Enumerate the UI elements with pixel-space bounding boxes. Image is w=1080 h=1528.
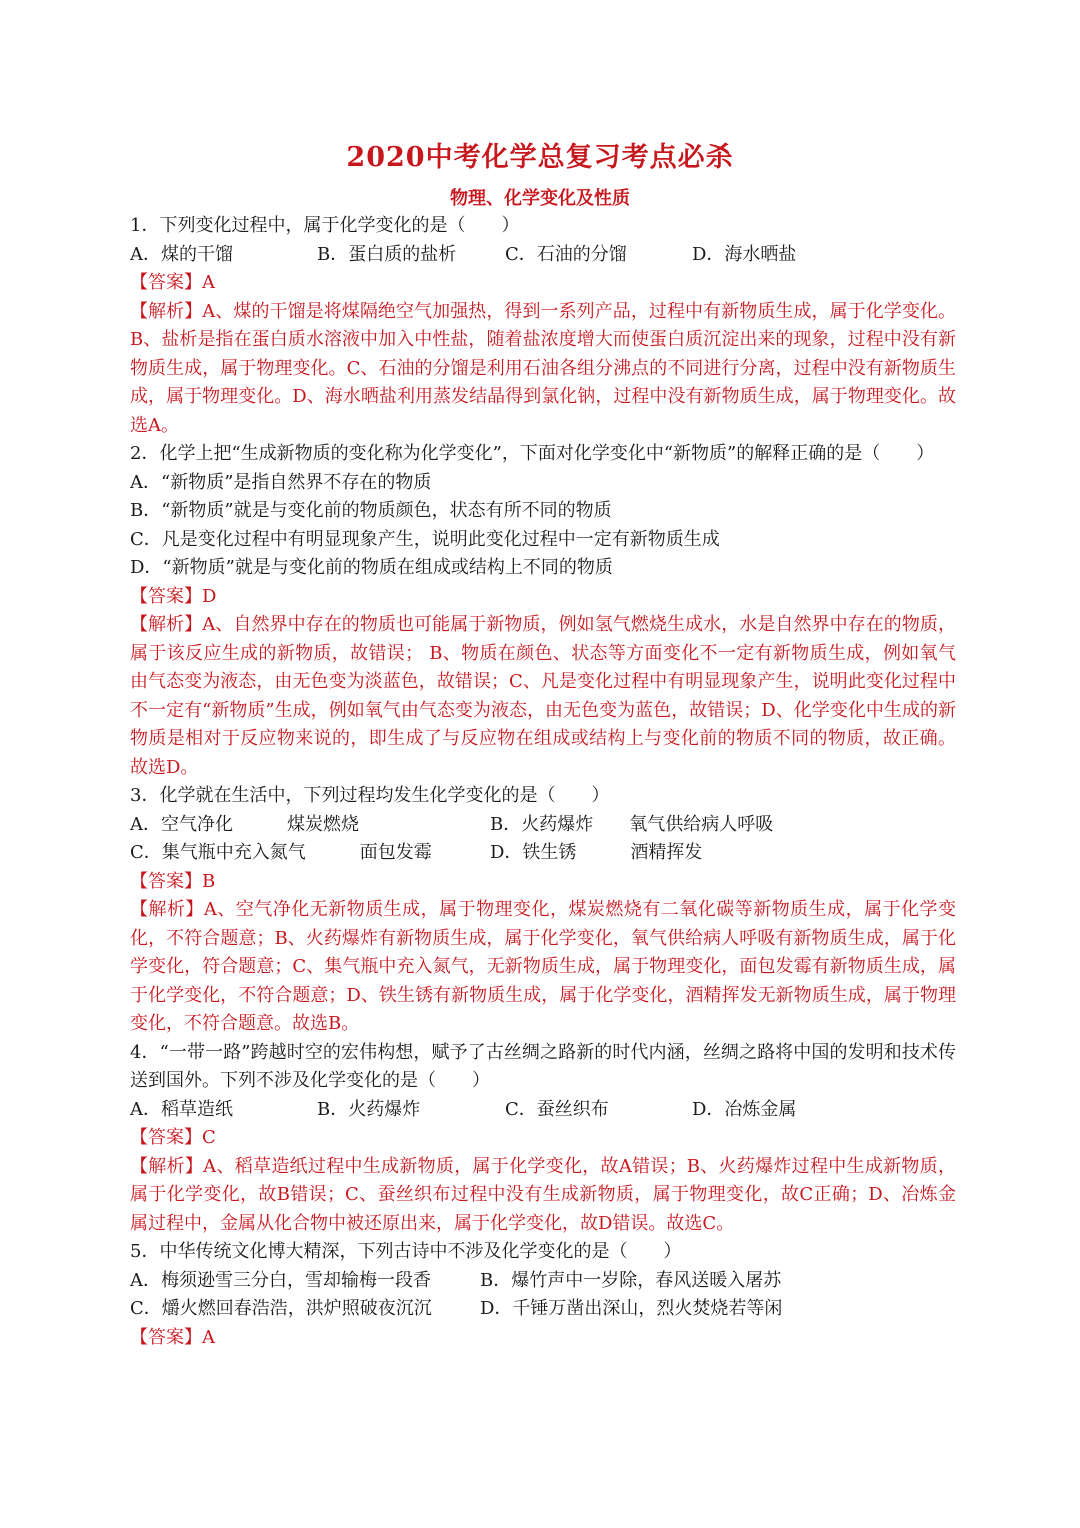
question-2-stem: 2．化学上把“生成新物质的变化称为化学变化”，下面对化学变化中“新物质”的解释正确的是（ ） <box>130 443 935 464</box>
question-4-options <box>130 1096 956 1125</box>
question-1-option-c: C．石油的分馏 <box>505 243 627 265</box>
question-2-option-a: A．“新物质”是指自然界不存在的物质 <box>130 471 432 493</box>
question-4-option-a: A．稻草造纸 <box>130 1098 233 1120</box>
question-1-stem: 1．下列变化过程中，属于化学变化的是（ ） <box>130 215 520 236</box>
question-3-answer: 【答案】B <box>130 870 216 892</box>
question-4-stem: 4．“一带一路”跨越时空的宏伟构想，赋予了古丝绸之路新的时代内涵，丝绸之路将中国的发明和技术传送到国外。下列不涉及化学变化的是（ ） <box>130 1041 956 1091</box>
question-2-option-d: D．“新物质”就是与变化前的物质在组成或结构上不同的物质 <box>130 557 613 578</box>
question-4-option-b: B．火药爆炸 <box>317 1098 421 1120</box>
question-2-answer: 【答案】D <box>130 585 217 607</box>
question-1-option-b: B．蛋白质的盐析 <box>317 243 457 265</box>
question-3-options-row-2 <box>130 839 956 868</box>
question-1-analysis: 【解析】A、煤的干馏是将煤隔绝空气加强热，得到一系列产品，过程中有新物质生成，属于化学变化。B、盐析是指在蛋白质水溶液中加入中性盐，随着盐浓度增大而使蛋白质沉淀出来的现象，过程中没有新物质生成，属于物理变化。C、石油的分馏是利用石油各组分沸点的不同进行分离，过程中没有新物质生成，属于物理变化。D、海水晒盐利用蒸发结晶得到氯化钠，过程中没有新物质生成，属于物理变化。故选A。 <box>130 300 956 436</box>
question-1-option-d: D．海水晒盐 <box>692 243 797 265</box>
question-5-option-c: C．爝火燃回春浩浩，洪炉照破夜沉沉 <box>130 1298 432 1319</box>
question-3-option-c: C．集气瓶中充入氮气 面包发霉 <box>130 842 432 863</box>
question-2-option-b: B．“新物质”就是与变化前的物质颜色，状态有所不同的物质 <box>130 500 612 521</box>
document-content <box>130 212 956 1352</box>
question-3-stem: 3．化学就在生活中，下列过程均发生化学变化的是（ ） <box>130 785 610 806</box>
question-5-options-row-1 <box>130 1267 956 1296</box>
question-1-option-a: A．煤的干馏 <box>130 243 233 265</box>
question-4-option-c: C．蚕丝织布 <box>505 1098 609 1120</box>
question-4-option-d: D．冶炼金属 <box>692 1098 797 1120</box>
question-1-answer: 【答案】A <box>130 272 215 293</box>
question-3-option-b: B．火药爆炸 氧气供给病人呼吸 <box>490 813 774 835</box>
question-4-analysis: 【解析】A、稻草造纸过程中生成新物质，属于化学变化，故A错误；B、火药爆炸过程中生成新物质，属于化学变化，故B错误；C、蚕丝织布过程中没有生成新物质，属于物理变化，故C正确；D、冶炼金属过程中，金属从化合物中被还原出来，属于化学变化，故D错误。故选C。 <box>130 1155 956 1234</box>
question-5-option-d: D．千锤万凿出深山，烈火焚烧若等闲 <box>480 1298 783 1319</box>
question-5-options-row-2 <box>130 1295 956 1324</box>
question-3-option-d: D．铁生锈 酒精挥发 <box>490 842 703 863</box>
question-5-answer: 【答案】A <box>130 1326 215 1348</box>
question-3-options-row-1 <box>130 811 956 840</box>
document-title: 2020中考化学总复习考点必杀 <box>346 142 734 173</box>
question-3-option-a: A．空气净化 煤炭燃烧 <box>130 813 359 835</box>
question-2-analysis: 【解析】A、自然界中存在的物质也可能属于新物质，例如氢气燃烧生成水，水是自然界中存在的物质，属于该反应生成的新物质，故错误； B、物质在颜色、状态等方面变化不一定有新物质生成，例如氧气由气态变为液态，由无色变为淡蓝色，故错误；C、凡是变化过程中有明显现象产生，说明此变化过程中不一定有“新物质”生成，例如氧气由气态变为液态，由无色变为蓝色，故错误；D、化学变化中生成的新物质是相对于反应物来说的，即生成了与反应物在组成或结构上与变化前的物质不同的物质，故正确。故选D。 <box>130 614 956 778</box>
document-subtitle: 物理、化学变化及性质 <box>450 188 630 209</box>
question-4-answer: 【答案】C <box>130 1127 216 1148</box>
question-1-options <box>130 241 956 270</box>
question-5-stem: 5．中华传统文化博大精深，下列古诗中不涉及化学变化的是（ ） <box>130 1241 682 1262</box>
question-5-option-b: B．爆竹声中一岁除，春风送暖入屠苏 <box>480 1269 782 1291</box>
question-3-analysis: 【解析】A、空气净化无新物质生成，属于物理变化，煤炭燃烧有二氧化碳等新物质生成，属于化学变化，不符合题意；B、火药爆炸有新物质生成，属于化学变化，氧气供给病人呼吸有新物质生成，属于化学变化，符合题意；C、集气瓶中充入氮气，无新物质生成，属于物理变化，面包发霉有新物质生成，属于化学变化，不符合题意；D、铁生锈有新物质生成，属于化学变化，酒精挥发无新物质生成，属于物理变化，不符合题意。故选B。 <box>130 899 956 1034</box>
question-5-option-a: A．梅须逊雪三分白，雪却输梅一段香 <box>130 1269 431 1291</box>
question-2-option-c: C．凡是变化过程中有明显现象产生，说明此变化过程中一定有新物质生成 <box>130 528 720 550</box>
